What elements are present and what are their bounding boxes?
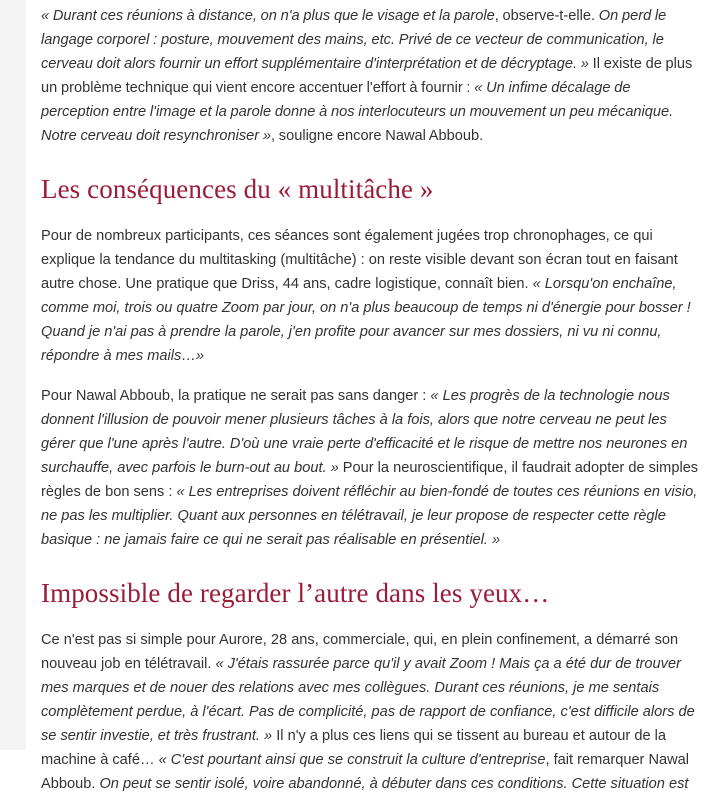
quote-text: « Un infime décalage de perception entre l'image et la parole donne à nos interlocuteurs un mouvement un peu mécanique. Notre cerveau doit resynchroniser » [41,80,674,144]
quote-text: « C'est pourtant ainsi que se construit la culture d'entreprise [158,752,546,768]
quote-text: On peut se sentir isolé, voire abandonné, à débuter dans ces conditions. Cette situation est [99,776,689,792]
article-body [41,4,701,812]
body-text: , fait remarquer Nawal Abboub. [41,752,690,792]
paragraph [41,628,701,796]
section-heading: Les conséquences du « multitâche » [41,174,434,204]
quote-text: On perd le langage corporel : posture, mouvement des mains, etc. Privé de ce vecteur de communication, le cerveau doit alors fournir un effort supplémentaire d'interprétation et de décryptage. » [41,8,667,72]
quote-text: « Les progrès de la technologie nous donnent l'illusion de pouvoir mener plusieurs tâches à la fois, alors que notre cerveau ne peut les gérer que l'une après l'autre. D'où une vraie perte d'efficacité et le risque de mettre nos neurones en surchauffe, avec parfois le burn-out au bout. » [41,388,688,476]
paragraph [41,224,701,368]
quote-text: « J'étais rassurée parce qu'il y avait Zoom ! Mais ça a été dur de trouver mes marques et de nouer des relations avec mes collègues. Durant ces réunions, je me sentais complètement perdue, à l'écart. Pas de complicité, pas de rapport de confiance, c'est difficile alors de se sentir investie, et très frustrant. » [41,656,695,744]
paragraph [41,4,701,148]
section-heading: Impossible de regarder l’autre dans les yeux… [41,578,550,608]
body-text: , souligne encore Nawal Abboub. [270,128,484,144]
left-margin-strip [0,0,26,750]
quote-text: « Lorsqu'on enchaîne, comme moi, trois ou quatre Zoom par jour, on n'a plus beaucoup de temps ni d'énergie pour bosser ! Quand je n'ai pas à prendre la parole, j'en profite pour avancer sur mes dossiers, ni vu ni connu, répondre à mes mails…» [41,276,691,364]
body-text: Pour la neuroscientifique, il faudrait adopter de simples règles de bon sens : [41,460,699,500]
quote-text: « Durant ces réunions à distance, on n'a plus que le visage et la parole [41,8,495,24]
body-text: Il n'y a plus ces liens qui se tissent au bureau et autour de la machine à café… [41,728,666,768]
paragraph [41,384,701,552]
body-text: Pour de nombreux participants, ces séances sont également jugées trop chronophages, ce qui explique la tendance du multitasking (multitâche) : on reste visible devant son écran tout en faisant autre chose. Une pratique que Driss, 44 ans, cadre logistique, connaît bien. [41,228,678,292]
quote-text: « Les entreprises doivent réfléchir au bien-fondé de toutes ces réunions en visio, ne pas les multiplier. Quant aux personnes en télétravail, je leur propose de respecter cette règle basique : ne jamais faire ce qui ne serait pas réalisable en présentiel. » [41,484,698,548]
body-text: , observe-t-elle. [494,8,599,24]
body-text: Ce n'est pas si simple pour Aurore, 28 ans, commerciale, qui, en plein confinement, a démarré son nouveau job en télétravail. [41,632,679,672]
body-text: Il existe de plus un problème technique qui vient encore accentuer l'effort à fournir : [41,56,693,96]
body-text: Pour Nawal Abboub, la pratique ne serait pas sans danger : [41,388,431,404]
